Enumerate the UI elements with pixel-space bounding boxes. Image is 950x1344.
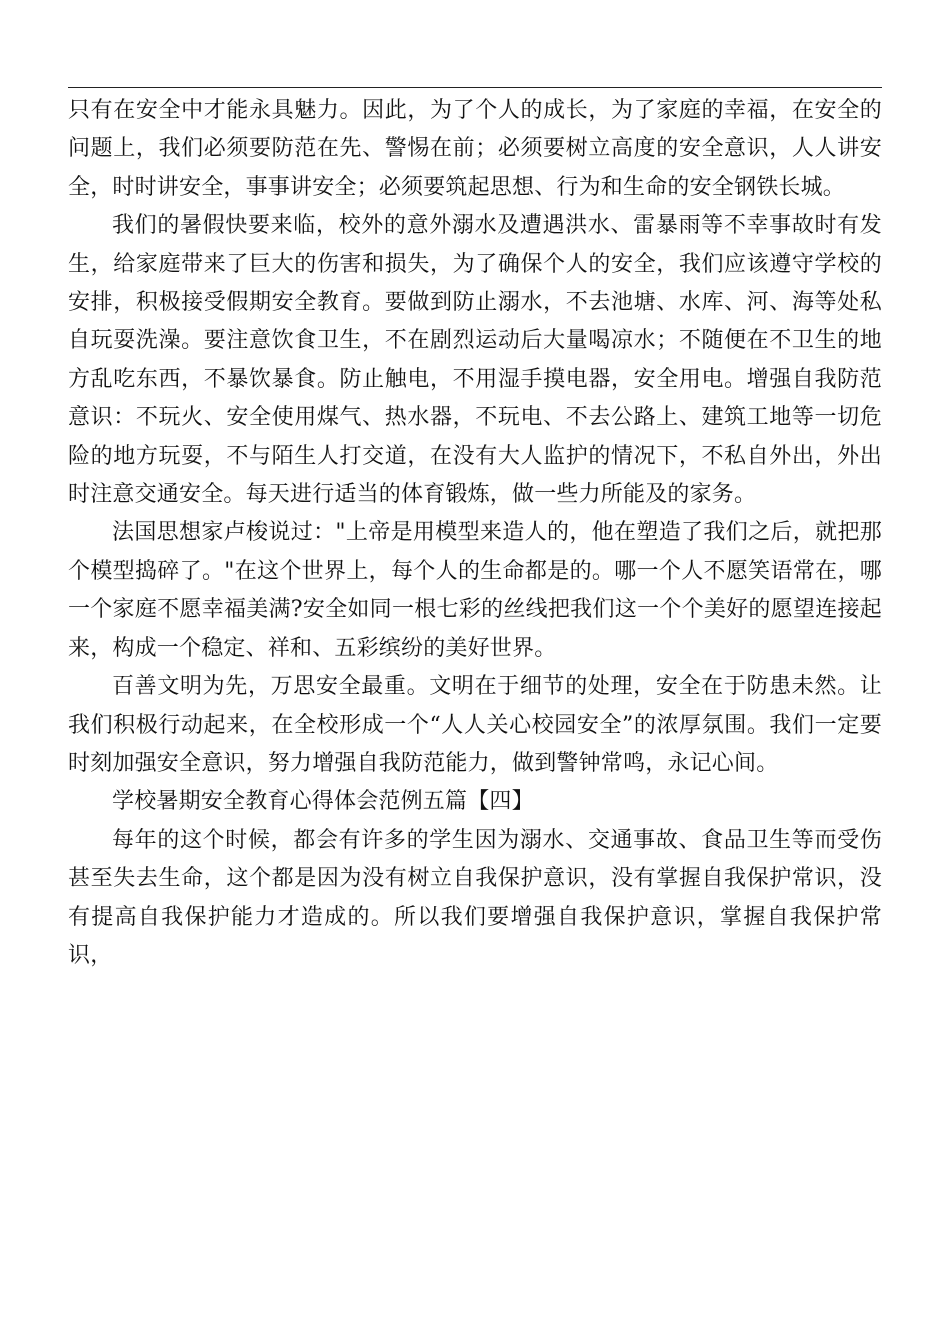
header-rule <box>68 87 882 88</box>
paragraph-3: 法国思想家卢梭说过："上帝是用模型来造人的，他在塑造了我们之后，就把那个模型捣碎了。"在这个世界上，每个人的生命都是的。哪一个人不愿笑语常在，哪一个家庭不愿幸福美满?安全如同一根七彩的丝线把我们这一个个美好的愿望连接起来，构成一个稳定、祥和、五彩缤纷的美好世界。 <box>68 520 882 661</box>
paragraph-4: 百善文明为先，万思安全最重。文明在于细节的处理，安全在于防患未然。让我们积极行动起来，在全校形成一个“人人关心校园安全”的浓厚氛围。我们一定要时刻加强安全意识，努力增强自我防范能力，做到警钟常鸣，永记心间。 <box>68 674 882 776</box>
paragraph-5: 每年的这个时候，都会有许多的学生因为溺水、交通事故、食品卫生等而受伤甚至失去生命，这个都是因为没有树立自我保护意识，没有掌握自我保护常识，没有提高自我保护能力才造成的。所以我们要增强自我保护意识，掌握自我保护常识， <box>68 827 882 968</box>
paragraph-1: 只有在安全中才能永具魅力。因此，为了个人的成长，为了家庭的幸福，在安全的问题上，我们必须要防范在先、警惕在前；必须要树立高度的安全意识，人人讲安全，时时讲安全，事事讲安全；必须要筑起思想、行为和生命的安全钢铁长城。 <box>68 98 882 200</box>
paragraph-2: 我们的暑假快要来临，校外的意外溺水及遭遇洪水、雷暴雨等不幸事故时有发生，给家庭带来了巨大的伤害和损失，为了确保个人的安全，我们应该遵守学校的安排，积极接受假期安全教育。要做到防止溺水，不去池塘、水库、河、海等处私自玩耍洗澡。要注意饮食卫生，不在剧烈运动后大量喝凉水；不随便在不卫生的地方乱吃东西，不暴饮暴食。防止触电，不用湿手摸电器，安全用电。增强自我防范意识：不玩火、安全使用煤气、热水器，不玩电、不去公路上、建筑工地等一切危险的地方玩耍，不与陌生人打交道，在没有大人监护的情况下，不私自外出，外出时注意交通安全。每天进行适当的体育锻炼，做一些力所能及的家务。 <box>68 213 882 508</box>
section-heading: 学校暑期安全教育心得体会范例五篇【四】 <box>112 789 534 815</box>
document-body <box>68 92 882 975</box>
